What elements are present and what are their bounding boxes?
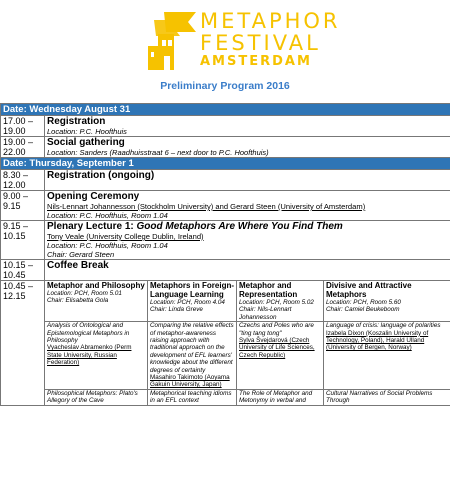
event-title: Registration (ongoing) bbox=[47, 170, 155, 181]
paper-cell bbox=[237, 389, 324, 405]
logo-line-3: AMSTERDAM bbox=[200, 54, 312, 69]
paper-authors: Masahiro Takimoto (Aoyama Gakuin University, Japan) bbox=[150, 374, 230, 389]
paper-title: Comparing the relative effects of metaphor-awareness raising approach with traditional approach on the development of EFL learners' knowledge about the different degrees of certainty bbox=[150, 322, 234, 374]
program-table bbox=[0, 103, 450, 406]
event-location: Location: Sanders (Raadhuisstraat 6 – next door to P.C. Hoofthuis) bbox=[47, 148, 269, 157]
event-cell bbox=[45, 116, 450, 137]
event-cell bbox=[45, 260, 450, 281]
session-chair: Chair: Elisabetta Gola bbox=[47, 297, 109, 305]
time-cell: 9.15 – 10.15 bbox=[1, 221, 45, 260]
schedule-row bbox=[1, 221, 450, 260]
schedule-row bbox=[1, 170, 450, 191]
session-title: Divisive and Attractive Metaphors bbox=[326, 281, 412, 299]
schedule-row bbox=[1, 191, 450, 221]
parallel-sessions-row bbox=[1, 281, 450, 322]
event-title: Coffee Break bbox=[47, 260, 109, 271]
event-people: Nils-Lennart Johannesson (Stockholm University) and Gerard Steen (University of Amsterdam) bbox=[47, 202, 366, 211]
plenary-heading bbox=[47, 221, 448, 232]
logo-wordmark bbox=[200, 10, 341, 70]
session-chair: Chair: Linda Greve bbox=[150, 306, 203, 314]
paper-cell bbox=[148, 322, 237, 390]
session-chair: Chair: Camiel Beukeboom bbox=[326, 306, 400, 314]
header bbox=[0, 0, 450, 78]
paper-title: Metaphorical teaching idioms in an EFL context bbox=[150, 389, 232, 405]
event-cell bbox=[45, 221, 450, 260]
schedule-row bbox=[1, 137, 450, 158]
session-location: Location: PCH, Room 5.01 bbox=[47, 290, 122, 297]
time-cell: 10.45 – 12.15 bbox=[1, 281, 45, 406]
session-location: Location: PCH, Room 5.02 bbox=[239, 299, 314, 306]
time-cell: 9.00 – 9.15 bbox=[1, 191, 45, 221]
paper-cell bbox=[148, 389, 237, 405]
event-location: Location: P.C. Hoofthuis, Room 1.04 bbox=[47, 211, 168, 220]
paper-authors: Sylva Švejdarová (Czech University of Life Sciences, Czech Republic) bbox=[239, 337, 315, 359]
event-cell bbox=[45, 191, 450, 221]
session-location: Location: PCH, Room 5.60 bbox=[326, 299, 401, 306]
paper-authors: Vyacheslav Abramenko (Perm State University, Russian Federation) bbox=[47, 344, 132, 367]
time-cell: 8.30 – 12.00 bbox=[1, 170, 45, 191]
paper-title: Cultural Narratives of Social Problems Through bbox=[326, 389, 433, 405]
paper-title: Analysis of Ontological and Epistemological Metaphors in Philosophy bbox=[47, 322, 130, 345]
plenary-speaker: Tony Veale (University College Dublin, Ireland) bbox=[47, 232, 204, 241]
session-header bbox=[324, 281, 450, 322]
session-header bbox=[148, 281, 237, 322]
date-label: Date: Thursday, September 1 bbox=[1, 158, 450, 170]
logo-line-1: METAPHOR bbox=[200, 9, 341, 33]
event-title: Social gathering bbox=[47, 137, 125, 148]
date-row bbox=[1, 158, 450, 170]
session-header bbox=[45, 281, 148, 322]
paper-row bbox=[1, 389, 450, 405]
plenary-prefix: Plenary Lecture 1: bbox=[47, 221, 137, 232]
event-location: Location: P.C. Hoofthuis bbox=[47, 127, 127, 136]
plenary-title: Good Metaphors Are Where You Find Them bbox=[136, 221, 343, 232]
session-title: Metaphor and Philosophy bbox=[47, 281, 145, 290]
logo-line-2: FESTIVAL bbox=[200, 31, 321, 55]
flag-building-icon bbox=[140, 10, 196, 72]
paper-cell bbox=[45, 389, 148, 405]
session-chair: Chair: Nils-Lennart Johannesson bbox=[239, 306, 292, 321]
event-title: Registration bbox=[47, 116, 106, 127]
schedule-row bbox=[1, 116, 450, 137]
paper-cell bbox=[237, 322, 324, 390]
paper-cell bbox=[324, 389, 450, 405]
paper-authors: Izabela Dixon (Koszalin University of Technology, Poland), Harald Ulland (University of Bergen, Norway) bbox=[326, 329, 429, 352]
session-title: Metaphors in Foreign-Language Learning bbox=[150, 281, 234, 299]
date-row bbox=[1, 104, 450, 116]
page-subtitle: Preliminary Program 2016 bbox=[160, 80, 290, 92]
paper-title: Czechs and Poles who are "ting tang tong" bbox=[239, 322, 314, 337]
event-chair: Chair: Gerard Steen bbox=[47, 250, 115, 259]
festival-logo bbox=[140, 9, 341, 74]
event-cell bbox=[45, 170, 450, 191]
session-location: Location: PCH, Room 4.04 bbox=[150, 299, 225, 306]
session-title: Metaphor and Representation bbox=[239, 281, 298, 299]
paper-cell bbox=[324, 322, 450, 390]
paper-title: The Role of Metaphor and Metonymy in verbal and bbox=[239, 389, 313, 405]
time-cell: 10.15 – 10.45 bbox=[1, 260, 45, 281]
date-label: Date: Wednesday August 31 bbox=[1, 104, 450, 116]
paper-cell bbox=[45, 322, 148, 390]
time-cell: 17.00 – 19.00 bbox=[1, 116, 45, 137]
paper-row bbox=[1, 322, 450, 390]
paper-title: Language of crisis: language of polarities bbox=[326, 322, 441, 330]
event-location: Location: P.C. Hoofthuis, Room 1.04 bbox=[47, 241, 168, 250]
session-header bbox=[237, 281, 324, 322]
paper-title: Philosophical Metaphors: Plato's Allegory of the Cave bbox=[47, 389, 138, 405]
event-cell bbox=[45, 137, 450, 158]
event-title: Opening Ceremony bbox=[47, 191, 140, 202]
schedule-row bbox=[1, 260, 450, 281]
time-cell: 19.00 – 22.00 bbox=[1, 137, 45, 158]
